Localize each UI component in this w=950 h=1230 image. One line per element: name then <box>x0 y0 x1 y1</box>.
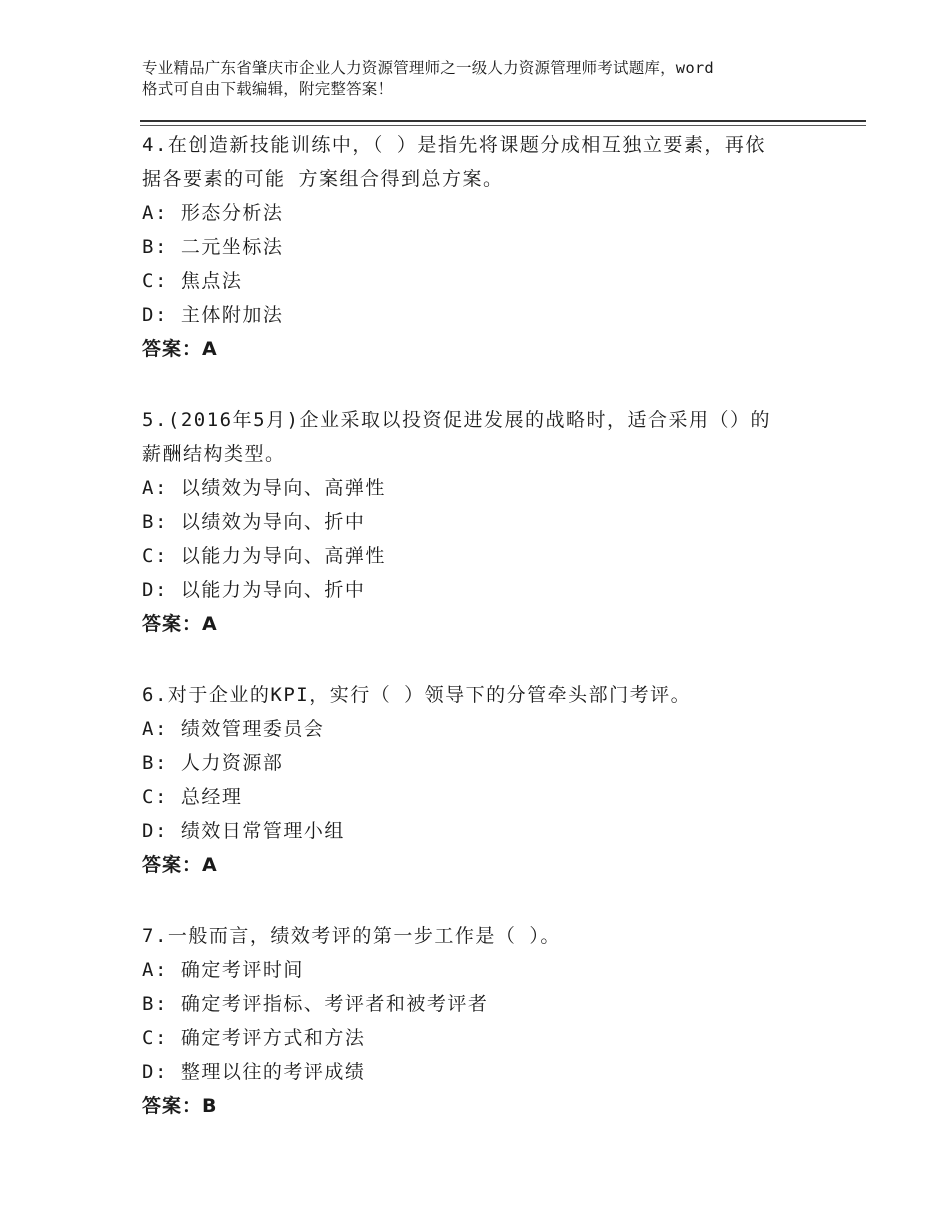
question-7 <box>142 919 822 1123</box>
option-a: A: 确定考评时间 <box>142 959 304 981</box>
question-list <box>142 128 822 1160</box>
option-c: C: 以能力为导向、高弹性 <box>142 545 386 567</box>
question-stem-continued: 据各要素的可能 方案组合得到总方案。 <box>142 168 504 190</box>
option-d: D: 绩效日常管理小组 <box>142 820 345 842</box>
option-b: B: 人力资源部 <box>142 752 284 774</box>
option-d: D: 以能力为导向、折中 <box>142 579 366 601</box>
option-c: C: 确定考评方式和方法 <box>142 1027 366 1049</box>
document-header <box>142 58 842 100</box>
option-a: A: 以绩效为导向、高弹性 <box>142 477 386 499</box>
header-divider <box>140 120 866 122</box>
option-b: B: 二元坐标法 <box>142 236 284 258</box>
option-b: B: 确定考评指标、考评者和被考评者 <box>142 993 489 1015</box>
option-d: D: 主体附加法 <box>142 304 284 326</box>
question-stem: 5.(2016年5月)企业采取以投资促进发展的战略时，适合采用（）的 <box>142 409 771 431</box>
question-4 <box>142 128 822 366</box>
option-d: D: 整理以往的考评成绩 <box>142 1061 366 1083</box>
answer: 答案：A <box>142 854 218 876</box>
answer: 答案：B <box>142 1095 218 1117</box>
question-stem: 6.对于企业的KPI，实行（ ）领导下的分管牵头部门考评。 <box>142 684 692 706</box>
question-stem: 7.一般而言，绩效考评的第一步工作是（ ）。 <box>142 925 561 947</box>
answer: 答案：A <box>142 338 218 360</box>
header-divider-thin <box>140 125 866 126</box>
answer: 答案：A <box>142 613 218 635</box>
question-stem-continued: 薪酬结构类型。 <box>142 443 286 465</box>
option-c: C: 焦点法 <box>142 270 243 292</box>
option-a: A: 绩效管理委员会 <box>142 718 325 740</box>
question-6 <box>142 678 822 882</box>
option-b: B: 以绩效为导向、折中 <box>142 511 366 533</box>
option-a: A: 形态分析法 <box>142 202 284 224</box>
question-5 <box>142 403 822 641</box>
header-title-line-1: 专业精品广东省肇庆市企业人力资源管理师之一级人力资源管理师考试题库，word <box>142 59 714 77</box>
option-c: C: 总经理 <box>142 786 243 808</box>
question-stem: 4.在创造新技能训练中，（ ）是指先将课题分成相互独立要素，再依 <box>142 134 766 156</box>
header-title-line-2: 格式可自由下载编辑，附完整答案！ <box>142 80 394 98</box>
